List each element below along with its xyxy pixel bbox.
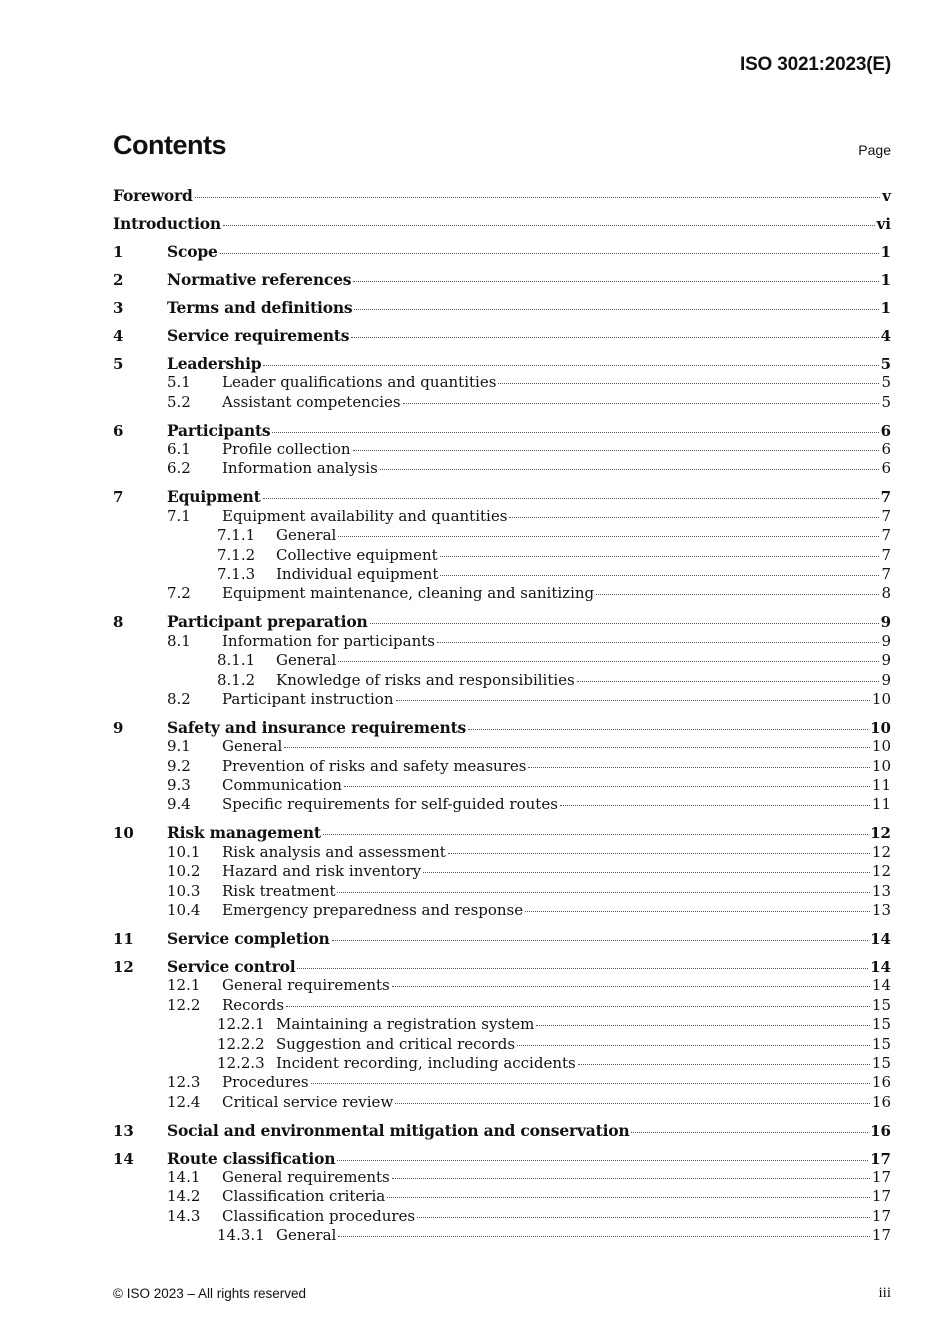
toc-entry-title[interactable]: General requirements	[222, 1168, 390, 1187]
toc-entry[interactable]	[113, 298, 891, 317]
dot-leader	[437, 642, 879, 643]
toc-entry[interactable]	[113, 393, 891, 412]
toc-entry[interactable]	[113, 1207, 891, 1226]
table-of-contents	[113, 186, 891, 1246]
dot-leader	[284, 747, 870, 748]
toc-entry-page[interactable]: 15	[871, 1015, 891, 1034]
dot-leader	[560, 805, 870, 806]
toc-entry-page[interactable]: 17	[871, 1168, 891, 1187]
toc-entry-number: 12.2.2	[217, 1034, 265, 1053]
toc-entry[interactable]	[113, 1054, 891, 1073]
dot-leader	[395, 1103, 870, 1104]
toc-entry-number: 9.3	[167, 776, 191, 795]
toc-entry[interactable]	[113, 507, 891, 526]
dot-leader	[596, 594, 879, 595]
toc-entry[interactable]	[113, 757, 891, 776]
dot-leader	[380, 469, 880, 470]
toc-entry-page[interactable]: 7	[881, 545, 891, 564]
toc-entry-title[interactable]: Foreword	[113, 186, 193, 205]
dot-leader	[354, 309, 878, 310]
toc-entry-page[interactable]: 15	[871, 1053, 891, 1072]
dot-leader	[423, 872, 870, 873]
toc-entry-page[interactable]: 16	[870, 1121, 891, 1140]
toc-entry-number: 12.2.1	[217, 1015, 265, 1034]
toc-entry-page[interactable]: 11	[871, 795, 891, 814]
toc-entry-title[interactable]: Leader qualifications and quantities	[222, 373, 497, 392]
dot-leader	[417, 1217, 870, 1218]
toc-entry-title[interactable]: Information for participants	[222, 631, 435, 650]
toc-entry-page[interactable]: 12	[870, 824, 891, 843]
toc-entry-title[interactable]: Participant preparation	[167, 612, 368, 632]
toc-entry-title[interactable]: Equipment availability and quantities	[222, 506, 508, 525]
dot-leader	[272, 432, 878, 433]
toc-entry-title[interactable]: Profile collection	[222, 440, 351, 459]
dot-leader	[440, 575, 879, 576]
toc-entry[interactable]	[113, 421, 891, 440]
toc-entry-page[interactable]: vi	[876, 214, 891, 233]
toc-entry[interactable]	[113, 487, 891, 506]
toc-entry-title[interactable]: Individual equipment	[276, 565, 439, 583]
toc-entry-number: 12.3	[167, 1073, 201, 1092]
toc-entry[interactable]	[113, 459, 891, 478]
document-id: ISO 3021:2023(E)	[740, 54, 891, 75]
toc-entry[interactable]	[113, 976, 891, 995]
toc-entry-number: 11	[113, 930, 134, 949]
toc-entry-title[interactable]: General	[276, 651, 337, 670]
toc-entry-number: 14.3	[167, 1206, 201, 1225]
toc-entry-title[interactable]: General	[276, 1226, 337, 1245]
toc-entry[interactable]	[113, 901, 891, 920]
dot-leader	[353, 450, 880, 451]
toc-entry[interactable]	[113, 795, 891, 814]
toc-entry-number: 5	[113, 354, 124, 373]
toc-entry-page[interactable]: 10	[871, 756, 891, 775]
toc-entry-title[interactable]: Information analysis	[222, 459, 378, 478]
dot-leader	[631, 1132, 868, 1133]
dot-leader	[338, 1236, 870, 1237]
toc-entry-title[interactable]: Social and environmental mitigation and conservation	[167, 1120, 630, 1140]
toc-entry-number: 9.4	[167, 795, 191, 814]
dot-leader	[263, 365, 878, 366]
toc-entry-title[interactable]: Introduction	[113, 213, 221, 233]
toc-entry-page[interactable]: 7	[880, 488, 891, 507]
toc-entry[interactable]	[113, 1149, 891, 1168]
toc-entry[interactable]	[113, 1226, 891, 1245]
toc-entry-title[interactable]: Emergency preparedness and response	[222, 901, 524, 920]
toc-entry-page[interactable]: 5	[880, 354, 891, 373]
toc-entry[interactable]	[113, 957, 891, 976]
dot-leader	[263, 498, 879, 499]
toc-entry-page[interactable]: 16	[871, 1092, 891, 1111]
toc-entry[interactable]	[113, 737, 891, 756]
toc-entry[interactable]	[113, 526, 891, 545]
dot-leader	[403, 403, 880, 404]
toc-entry[interactable]	[113, 565, 891, 584]
dot-leader	[509, 517, 879, 518]
toc-entry-number: 7.1.2	[217, 545, 256, 564]
toc-entry-title[interactable]: Assistant competencies	[222, 392, 401, 411]
toc-entry-title[interactable]: Normative references	[167, 269, 352, 289]
toc-entry[interactable]	[113, 718, 891, 737]
dot-leader	[220, 253, 879, 254]
toc-entry-number: 7.2	[167, 584, 191, 603]
toc-entry-title[interactable]: Safety and insurance requirements	[167, 717, 467, 737]
toc-entry[interactable]	[113, 651, 891, 670]
toc-entry-page[interactable]: 4	[880, 326, 891, 345]
toc-entry-page[interactable]: 9	[881, 631, 891, 650]
dot-leader	[528, 767, 869, 768]
toc-entry-page[interactable]: 16	[871, 1073, 891, 1092]
toc-entry-page[interactable]: 12	[871, 842, 891, 861]
toc-entry[interactable]	[113, 546, 891, 565]
toc-entry-page[interactable]: 11	[871, 776, 891, 795]
toc-entry-page[interactable]: 14	[870, 930, 891, 949]
toc-entry-page[interactable]: 9	[881, 670, 891, 689]
toc-entry-title[interactable]: Critical service review	[222, 1092, 394, 1111]
toc-entry-number: 1	[113, 242, 124, 261]
dot-leader	[223, 225, 875, 226]
toc-entry[interactable]	[113, 632, 891, 651]
toc-entry[interactable]	[113, 1015, 891, 1034]
dot-leader	[525, 911, 870, 912]
toc-entry[interactable]	[113, 1187, 891, 1206]
toc-entry-number: 12.2	[167, 995, 201, 1014]
dot-leader	[338, 536, 879, 537]
toc-entry-title[interactable]: Hazard and risk inventory	[222, 862, 422, 881]
toc-entry-page[interactable]: 7	[881, 506, 891, 525]
toc-entry[interactable]	[113, 882, 891, 901]
toc-entry[interactable]	[113, 354, 891, 373]
toc-entry[interactable]	[113, 671, 891, 690]
toc-entry-number: 8.1.2	[217, 670, 256, 689]
toc-entry-number: 13	[113, 1121, 134, 1140]
toc-entry-number: 10.2	[167, 862, 201, 881]
toc-entry-page[interactable]: 10	[871, 737, 891, 756]
toc-entry[interactable]	[113, 612, 891, 631]
dot-leader	[498, 383, 879, 384]
toc-entry-number: 8.1	[167, 631, 191, 650]
toc-entry[interactable]	[113, 1093, 891, 1112]
toc-entry-page[interactable]: 17	[871, 1187, 891, 1206]
dot-leader	[396, 700, 870, 701]
dot-leader	[578, 1064, 870, 1065]
toc-entry-number: 12	[113, 958, 134, 976]
toc-entry-title[interactable]: Collective equipment	[276, 545, 438, 564]
toc-entry-page[interactable]: 6	[880, 421, 891, 440]
toc-entry[interactable]	[113, 214, 891, 233]
toc-entry-number: 14.1	[167, 1168, 201, 1187]
toc-entry[interactable]	[113, 996, 891, 1015]
toc-entry-number: 14.2	[167, 1187, 201, 1206]
toc-entry-number: 8.1.1	[217, 651, 256, 670]
toc-entry-page[interactable]: 15	[871, 1034, 891, 1053]
toc-entry[interactable]	[113, 1121, 891, 1140]
toc-entry-page[interactable]: 8	[881, 584, 891, 603]
toc-entry-number: 9	[113, 718, 124, 737]
toc-entry-page[interactable]: 7	[881, 526, 891, 545]
dot-leader	[323, 834, 868, 835]
dot-leader	[344, 786, 870, 787]
toc-entry-title[interactable]: Risk management	[167, 823, 321, 843]
dot-leader	[351, 337, 878, 338]
toc-entry-title[interactable]: Specific requirements for self-guided routes	[222, 795, 558, 814]
toc-entry-page[interactable]: 1	[880, 270, 891, 289]
toc-entry[interactable]	[113, 440, 891, 459]
toc-entry[interactable]	[113, 373, 891, 392]
toc-entry-page[interactable]: 14	[871, 976, 891, 995]
toc-entry-page[interactable]: 9	[881, 651, 891, 670]
toc-entry-page[interactable]: 17	[871, 1226, 891, 1245]
toc-entry-title[interactable]: Equipment maintenance, cleaning and sanitizing	[222, 584, 595, 603]
toc-entry-page[interactable]: 1	[880, 298, 891, 317]
toc-entry-title[interactable]: Service completion	[167, 929, 330, 949]
toc-entry-title[interactable]: Records	[222, 995, 285, 1014]
dot-leader	[286, 1006, 870, 1007]
dot-leader	[517, 1045, 870, 1046]
toc-entry-title[interactable]: Risk treatment	[222, 881, 336, 900]
toc-entry-title[interactable]: Maintaining a registration system	[276, 1015, 535, 1034]
toc-entry-title[interactable]: Incident recording, including accidents	[276, 1053, 576, 1072]
toc-entry[interactable]	[113, 326, 891, 345]
toc-entry[interactable]	[113, 242, 891, 261]
dot-leader	[337, 892, 869, 893]
toc-entry-page[interactable]: 5	[881, 373, 891, 392]
toc-entry-number: 7.1.3	[217, 565, 256, 583]
toc-entry-number: 10.3	[167, 881, 201, 900]
dot-leader	[387, 1197, 870, 1198]
dot-leader	[370, 623, 879, 624]
toc-entry-page[interactable]: 10	[870, 718, 891, 737]
toc-entry[interactable]	[113, 1073, 891, 1092]
toc-entry-title[interactable]: Equipment	[167, 487, 261, 507]
toc-entry-page[interactable]: 1	[880, 242, 891, 261]
toc-entry-page[interactable]: 7	[881, 565, 891, 583]
toc-entry[interactable]	[113, 862, 891, 881]
page-column-label: Page	[858, 142, 891, 158]
toc-entry-page[interactable]: 17	[870, 1149, 891, 1168]
dot-leader	[448, 853, 870, 854]
toc-entry-title[interactable]: Classification procedures	[222, 1206, 416, 1225]
toc-entry-title[interactable]: Scope	[167, 241, 218, 261]
toc-entry-number: 12.2.3	[217, 1053, 265, 1072]
toc-entry-title[interactable]: Knowledge of risks and responsibilities	[276, 670, 575, 689]
toc-entry-number: 9.2	[167, 756, 191, 775]
toc-entry-title[interactable]: Terms and definitions	[167, 297, 353, 317]
dot-leader	[311, 1083, 870, 1084]
toc-entry-number: 6.1	[167, 440, 191, 459]
toc-entry-number: 7	[113, 488, 124, 507]
toc-entry-number: 9.1	[167, 737, 191, 756]
toc-entry[interactable]	[113, 584, 891, 603]
toc-entry-number: 6.2	[167, 459, 191, 478]
dot-leader	[440, 556, 880, 557]
toc-entry-title[interactable]: Communication	[222, 776, 342, 795]
toc-entry-number: 4	[113, 326, 124, 345]
toc-entry-page[interactable]: 9	[880, 613, 891, 632]
dot-leader	[392, 986, 870, 987]
toc-entry-number: 5.1	[167, 373, 191, 392]
toc-entry-title[interactable]: Participant instruction	[222, 689, 394, 708]
dot-leader	[577, 681, 880, 682]
toc-entry-number: 12.4	[167, 1092, 201, 1111]
toc-entry-page[interactable]: 14	[870, 958, 891, 976]
toc-entry[interactable]	[113, 186, 891, 205]
toc-entry[interactable]	[113, 690, 891, 709]
toc-entry-number: 10.4	[167, 901, 201, 920]
toc-entry-page[interactable]: 6	[881, 440, 891, 459]
page-title: Contents	[113, 130, 226, 160]
toc-entry-title[interactable]: Route classification	[167, 1148, 336, 1168]
toc-entry-number: 3	[113, 298, 124, 317]
toc-entry-title[interactable]: Risk analysis and assessment	[222, 842, 446, 861]
toc-entry-page[interactable]: 15	[871, 995, 891, 1014]
toc-entry-title[interactable]: General	[276, 526, 337, 545]
footer-page-number: iii	[878, 1285, 891, 1301]
toc-entry-number: 7.1.1	[217, 526, 256, 545]
dot-leader	[338, 661, 879, 662]
toc-entry[interactable]	[113, 1035, 891, 1054]
toc-entry-number: 14	[113, 1149, 134, 1168]
dot-leader	[468, 729, 868, 730]
dot-leader	[195, 197, 881, 198]
toc-entry-number: 10	[113, 824, 134, 843]
dot-leader	[332, 940, 868, 941]
toc-entry-title[interactable]: Service requirements	[167, 325, 350, 345]
toc-entry-number: 5.2	[167, 392, 191, 411]
toc-entry[interactable]	[113, 843, 891, 862]
toc-entry[interactable]	[113, 270, 891, 289]
toc-entry-page[interactable]: 13	[871, 881, 891, 900]
toc-entry-number: 6	[113, 421, 124, 440]
toc-entry-number: 14.3.1	[217, 1226, 265, 1245]
toc-entry-title[interactable]: General requirements	[222, 976, 390, 995]
toc-entry-title[interactable]: General	[222, 737, 283, 756]
toc-entry-title[interactable]: Suggestion and critical records	[276, 1034, 516, 1053]
dot-leader	[297, 968, 868, 969]
toc-entry-number: 12.1	[167, 976, 201, 995]
toc-entry-page[interactable]: 5	[881, 392, 891, 411]
toc-entry-title[interactable]: Procedures	[222, 1073, 309, 1092]
toc-entry-title[interactable]: Participants	[167, 420, 271, 440]
toc-entry-number: 8	[113, 613, 124, 632]
dot-leader	[536, 1025, 870, 1026]
toc-entry-title[interactable]: Classification criteria	[222, 1187, 386, 1206]
toc-entry[interactable]	[113, 929, 891, 948]
toc-entry-number: 2	[113, 270, 124, 289]
toc-entry-page[interactable]: 6	[881, 459, 891, 478]
dot-leader	[353, 281, 878, 282]
toc-entry-number: 8.2	[167, 689, 191, 708]
toc-entry-number: 10.1	[167, 842, 201, 861]
toc-entry-page[interactable]: 10	[871, 689, 891, 708]
toc-entry[interactable]	[113, 776, 891, 795]
dot-leader	[392, 1178, 870, 1179]
toc-entry-page[interactable]: 12	[871, 862, 891, 881]
toc-entry-number: 7.1	[167, 506, 191, 525]
toc-entry-page[interactable]: 17	[871, 1206, 891, 1225]
toc-entry-page[interactable]: 13	[871, 901, 891, 920]
dot-leader	[337, 1160, 868, 1161]
toc-entry[interactable]	[113, 823, 891, 842]
toc-entry-page[interactable]: v	[882, 187, 891, 205]
toc-entry-title[interactable]: Service control	[167, 957, 296, 976]
toc-entry-title[interactable]: Prevention of risks and safety measures	[222, 756, 527, 775]
footer-copyright: © ISO 2023 – All rights reserved	[113, 1286, 307, 1301]
toc-entry-title[interactable]: Leadership	[167, 353, 262, 373]
toc-entry[interactable]	[113, 1168, 891, 1187]
